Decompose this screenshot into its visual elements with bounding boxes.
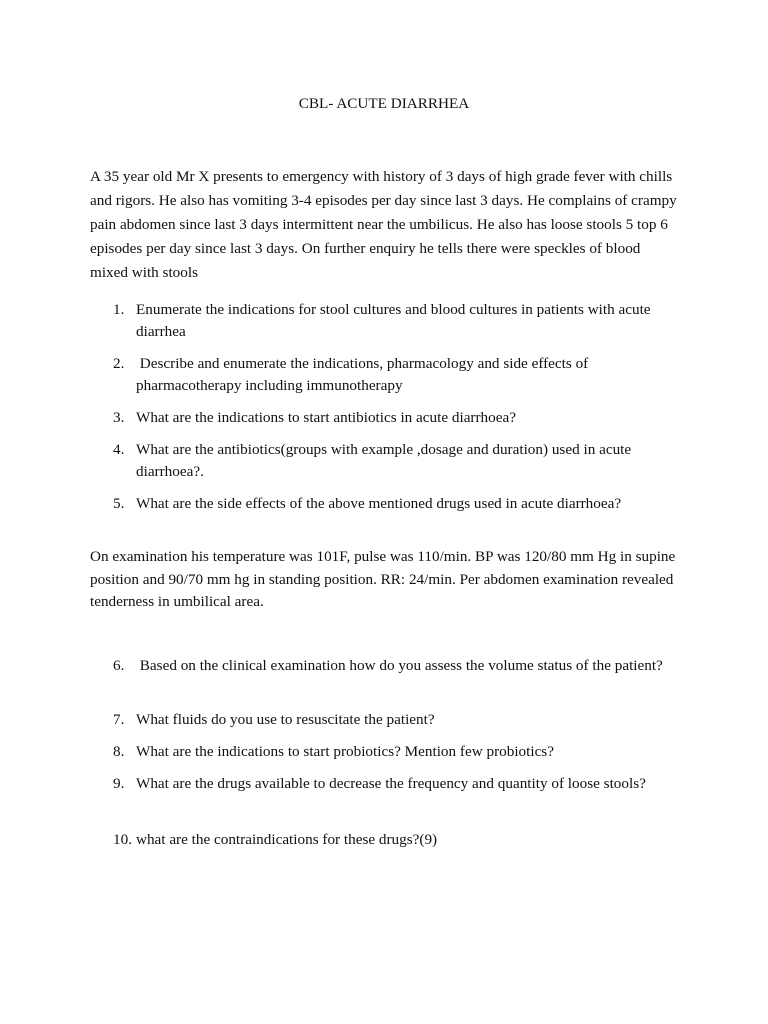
question-number: 8.	[113, 743, 125, 760]
question-item	[113, 741, 680, 763]
question-item	[113, 299, 680, 343]
document-title: CBL- ACUTE DIARRHEA	[298, 95, 470, 112]
question-text: What are the side effects of the above mentioned drugs used in acute diarrhoea?	[136, 495, 622, 512]
question-number: 2.	[113, 355, 125, 372]
question-text: What fluids do you use to resuscitate the patient?	[136, 711, 435, 728]
question-text: What are the indications to start antibiotics in acute diarrhoea?	[136, 409, 516, 426]
question-number: 3.	[113, 409, 125, 426]
question-item	[113, 829, 680, 851]
question-text: Based on the clinical examination how do you assess the volume status of the patient?	[136, 657, 663, 674]
question-item	[113, 439, 680, 483]
question-number: 6.	[113, 657, 125, 674]
question-item	[113, 773, 680, 795]
question-number: 5.	[113, 495, 125, 512]
question-item	[113, 709, 680, 731]
examination-paragraph: On examination his temperature was 101F, pulse was 110/min. BP was 120/80 mm Hg in supine position and 90/70 mm hg in standing position. RR: 24/min. Per abdomen examination revealed tenderness in umbilical area.	[90, 548, 676, 610]
question-text: What are the indications to start probiotics? Mention few probiotics?	[136, 743, 554, 760]
question-item	[113, 493, 680, 515]
question-item	[113, 655, 680, 677]
case-paragraph: A 35 year old Mr X presents to emergency with history of 3 days of high grade fever with chills and rigors. He also has vomiting 3-4 episodes per day since last 3 days. He complains of crampy pain abdomen since last 3 days intermittent near the umbilicus. He also has loose stools 5 top 6 episodes per day since last 3 days. On further enquiry he tells there were speckles of blood mixed with stools	[90, 168, 677, 281]
question-number: 7.	[113, 711, 125, 728]
question-text: What are the antibiotics(groups with example ,dosage and duration) used in acute diarrhoea?.	[136, 441, 635, 480]
question-item	[113, 407, 680, 429]
question-text: Enumerate the indications for stool cultures and blood cultures in patients with acute diarrhea	[136, 301, 655, 340]
question-text: what are the contraindications for these drugs?(9)	[136, 831, 438, 848]
question-text: What are the drugs available to decrease the frequency and quantity of loose stools?	[136, 775, 646, 792]
question-item	[113, 353, 680, 397]
question-number: 1.	[113, 301, 125, 318]
question-number: 9.	[113, 775, 125, 792]
question-number: 10.	[113, 831, 132, 848]
question-number: 4.	[113, 441, 125, 458]
question-text: Describe and enumerate the indications, pharmacology and side effects of pharmacotherapy including immunotherapy	[136, 355, 593, 394]
